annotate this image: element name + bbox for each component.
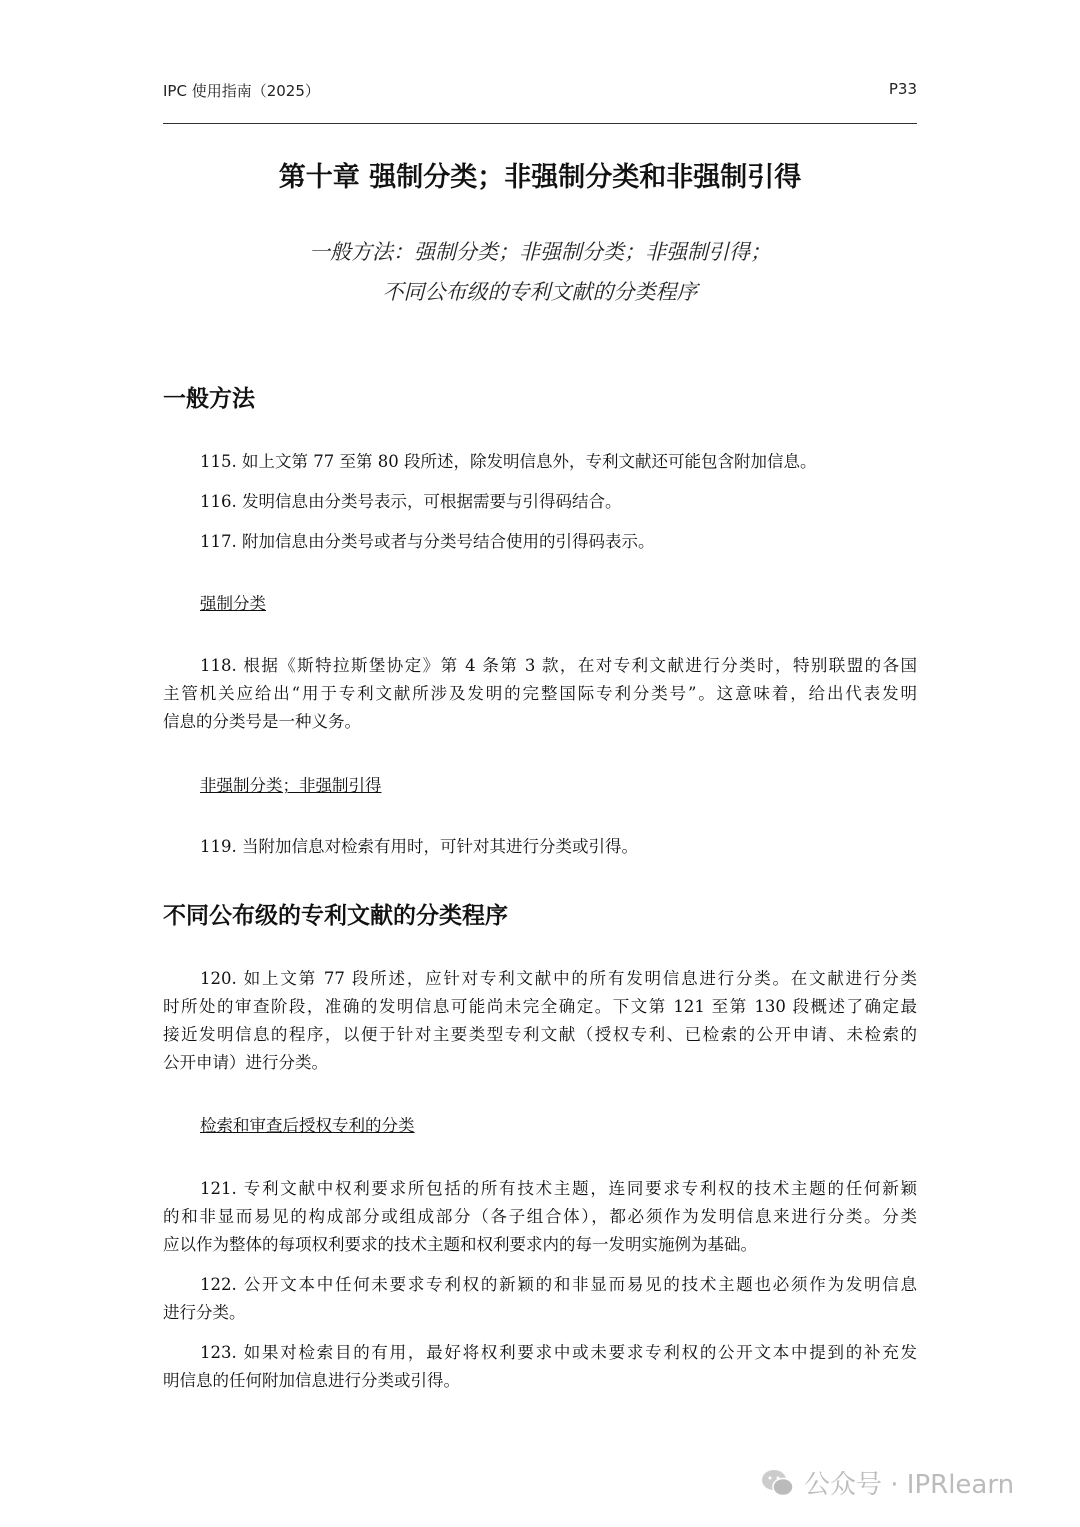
paragraph-line: 的和非显而易见的构成部分或组成部分（各子组合体），都必须作为发明信息来进行分类。分类	[163, 1207, 917, 1226]
paragraph-line: 接近发明信息的程序，以便于针对主要类型专利文献（授权专利、已检索的公开申请、未检索的	[163, 1025, 917, 1044]
paragraph-122	[163, 1271, 917, 1327]
paragraph-117	[163, 528, 917, 556]
page-number: P33	[888, 80, 917, 98]
paragraph-120	[163, 965, 917, 1077]
subheading: 强制分类	[200, 594, 266, 613]
subheading: 非强制分类；非强制引得	[200, 776, 382, 795]
paragraph-121	[163, 1175, 917, 1259]
header-title: IPC 使用指南（2025）	[163, 82, 320, 100]
paragraph-line: 信息的分类号是一种义务。	[163, 712, 361, 731]
paragraph-line: 123. 如果对检索目的有用，最好将权利要求中或未要求专利权的公开文本中提到的补充发	[200, 1343, 917, 1362]
header-rule	[163, 123, 917, 124]
paragraph-line: 主管机关应给出“用于专利文献所涉及发明的完整国际专利分类号”。这意味着，给出代表发明	[163, 684, 917, 703]
paragraph-line: 120. 如上文第 77 段所述，应针对专利文献中的所有发明信息进行分类。在文献进行分类	[200, 969, 917, 988]
watermark	[760, 1464, 1014, 1501]
section-heading: 不同公布级的专利文献的分类程序	[163, 903, 508, 929]
paragraph-119	[163, 833, 917, 861]
paragraph-line: 119. 当附加信息对检索有用时，可针对其进行分类或引得。	[200, 837, 638, 856]
watermark-text: 公众号 · IPRlearn	[804, 1470, 1015, 1500]
paragraph-line: 进行分类。	[163, 1303, 246, 1322]
paragraph-line: 117. 附加信息由分类号或者与分类号结合使用的引得码表示。	[200, 532, 655, 551]
paragraph-line: 122. 公开文本中任何未要求专利权的新颖的和非显而易见的技术主题也必须作为发明信息	[200, 1275, 917, 1294]
paragraph-line: 121. 专利文献中权利要求所包括的所有技术主题，连同要求专利权的技术主题的任何新颖	[200, 1179, 917, 1198]
wechat-icon	[760, 1467, 796, 1499]
subtitle-line: 一般方法：强制分类；非强制分类；非强制引得；	[309, 240, 771, 264]
paragraph-line: 应以作为整体的每项权利要求的技术主题和权利要求内的每一发明实施例为基础。	[163, 1235, 757, 1254]
chapter-title: 第十章 强制分类；非强制分类和非强制引得	[278, 162, 802, 193]
paragraph-line: 时所处的审查阶段，准确的发明信息可能尚未完全确定。下文第 121 至第 130 段概述了确定最	[163, 997, 917, 1016]
paragraph-line: 115. 如上文第 77 至第 80 段所述，除发明信息外，专利文献还可能包含附加信息。	[200, 452, 817, 471]
subheading: 检索和审查后授权专利的分类	[200, 1116, 415, 1135]
paragraph-line: 公开申请）进行分类。	[163, 1053, 328, 1072]
paragraph-115	[163, 448, 917, 476]
paragraph-line: 116. 发明信息由分类号表示，可根据需要与引得码结合。	[200, 492, 622, 511]
paragraph-line: 明信息的任何附加信息进行分类或引得。	[163, 1371, 460, 1390]
subtitle-line: 不同公布级的专利文献的分类程序	[382, 280, 698, 304]
section-heading: 一般方法	[163, 386, 255, 412]
paragraph-116	[163, 488, 917, 516]
paragraph-line: 118. 根据《斯特拉斯堡协定》第 4 条第 3 款，在对专利文献进行分类时，特别联盟的各国	[200, 656, 917, 675]
paragraph-118	[163, 652, 917, 736]
paragraph-123	[163, 1339, 917, 1395]
